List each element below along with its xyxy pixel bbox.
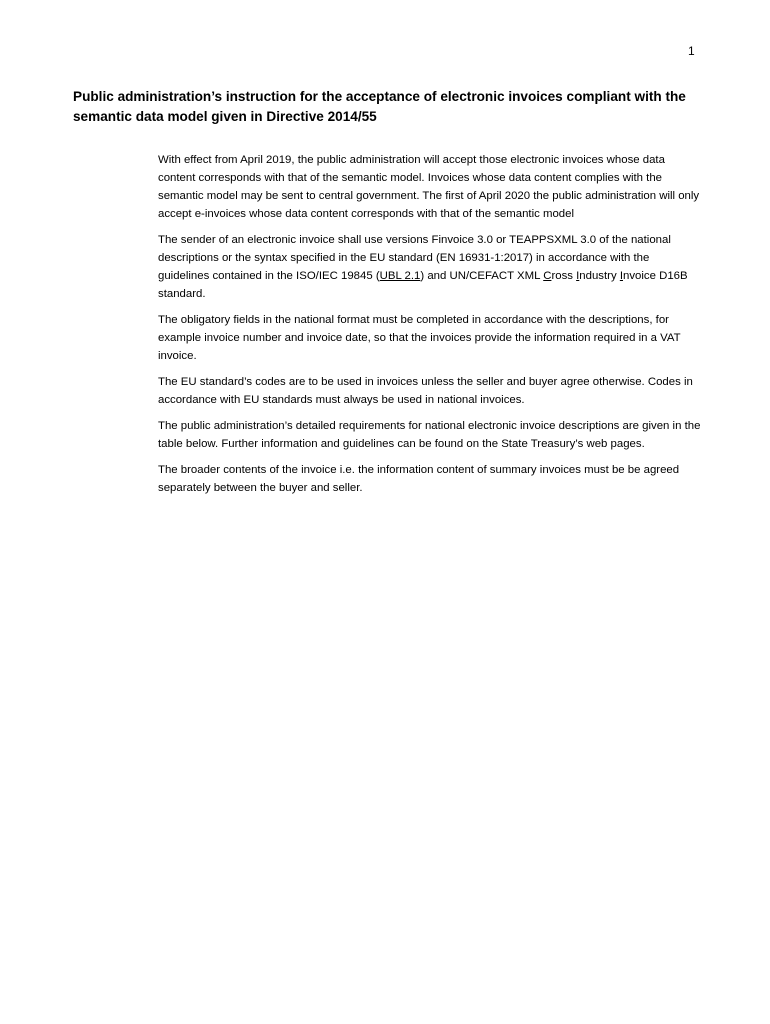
paragraph-text: nvoice D16B standard.: [158, 270, 688, 300]
acronym-letter: C: [543, 270, 552, 282]
acronym-letter: I: [619, 270, 623, 282]
paragraph-detailed-requirements: The public administration’s detailed requirements for national electronic invoice descriptions are given in the table below. Further information and guidelines can be found on the State Treasury’s web pages.: [158, 420, 701, 450]
paragraph-broader-contents: The broader contents of the invoice i.e. the information content of summary invoices must be be agreed separately between the buyer and seller.: [158, 464, 680, 494]
paragraph-syntax-versions: [158, 231, 703, 303]
paragraph-text: ross: [551, 270, 577, 282]
paragraph-effective-dates: With effect from April 2019, the public administration will accept those electronic invoices whose data content corresponds with that of the semantic model. Invoices whose data content complies with the semantic model may be sent to central government. The first of April 2020 the public administration will only accept e-invoices whose data content corresponds with that of the semantic model: [158, 154, 700, 220]
ubl-reference: UBL 2.1: [379, 270, 421, 282]
acronym-letter: I: [576, 270, 580, 282]
document-title: Public administration’s instruction for the acceptance of electronic invoices compliant with the semantic data model given in Directive 2014/55: [73, 89, 686, 124]
paragraph-eu-codes: The EU standard’s codes are to be used in invoices unless the seller and buyer agree otherwise. Codes in accordance with EU standards must always be used in national invoices.: [158, 376, 693, 406]
paragraph-obligatory-fields: The obligatory fields in the national format must be completed in accordance with the descriptions, for example invoice number and invoice date, so that the invoices provide the information required in a VAT invoice.: [158, 314, 681, 362]
paragraph-text: ndustry: [579, 270, 620, 282]
paragraph-text: ) and UN/CEFACT XML: [420, 270, 544, 282]
page-number: 1: [688, 44, 695, 58]
paragraph-text: The sender of an electronic invoice shall use versions Finvoice 3.0 or TEAPPSXML 3.0 of the national descriptions or the syntax specified in the EU standard (EN 16931-1:2017) in accordance with the guidelines contained in the ISO/IEC 19845 (: [158, 234, 671, 282]
document-body: [158, 151, 703, 505]
